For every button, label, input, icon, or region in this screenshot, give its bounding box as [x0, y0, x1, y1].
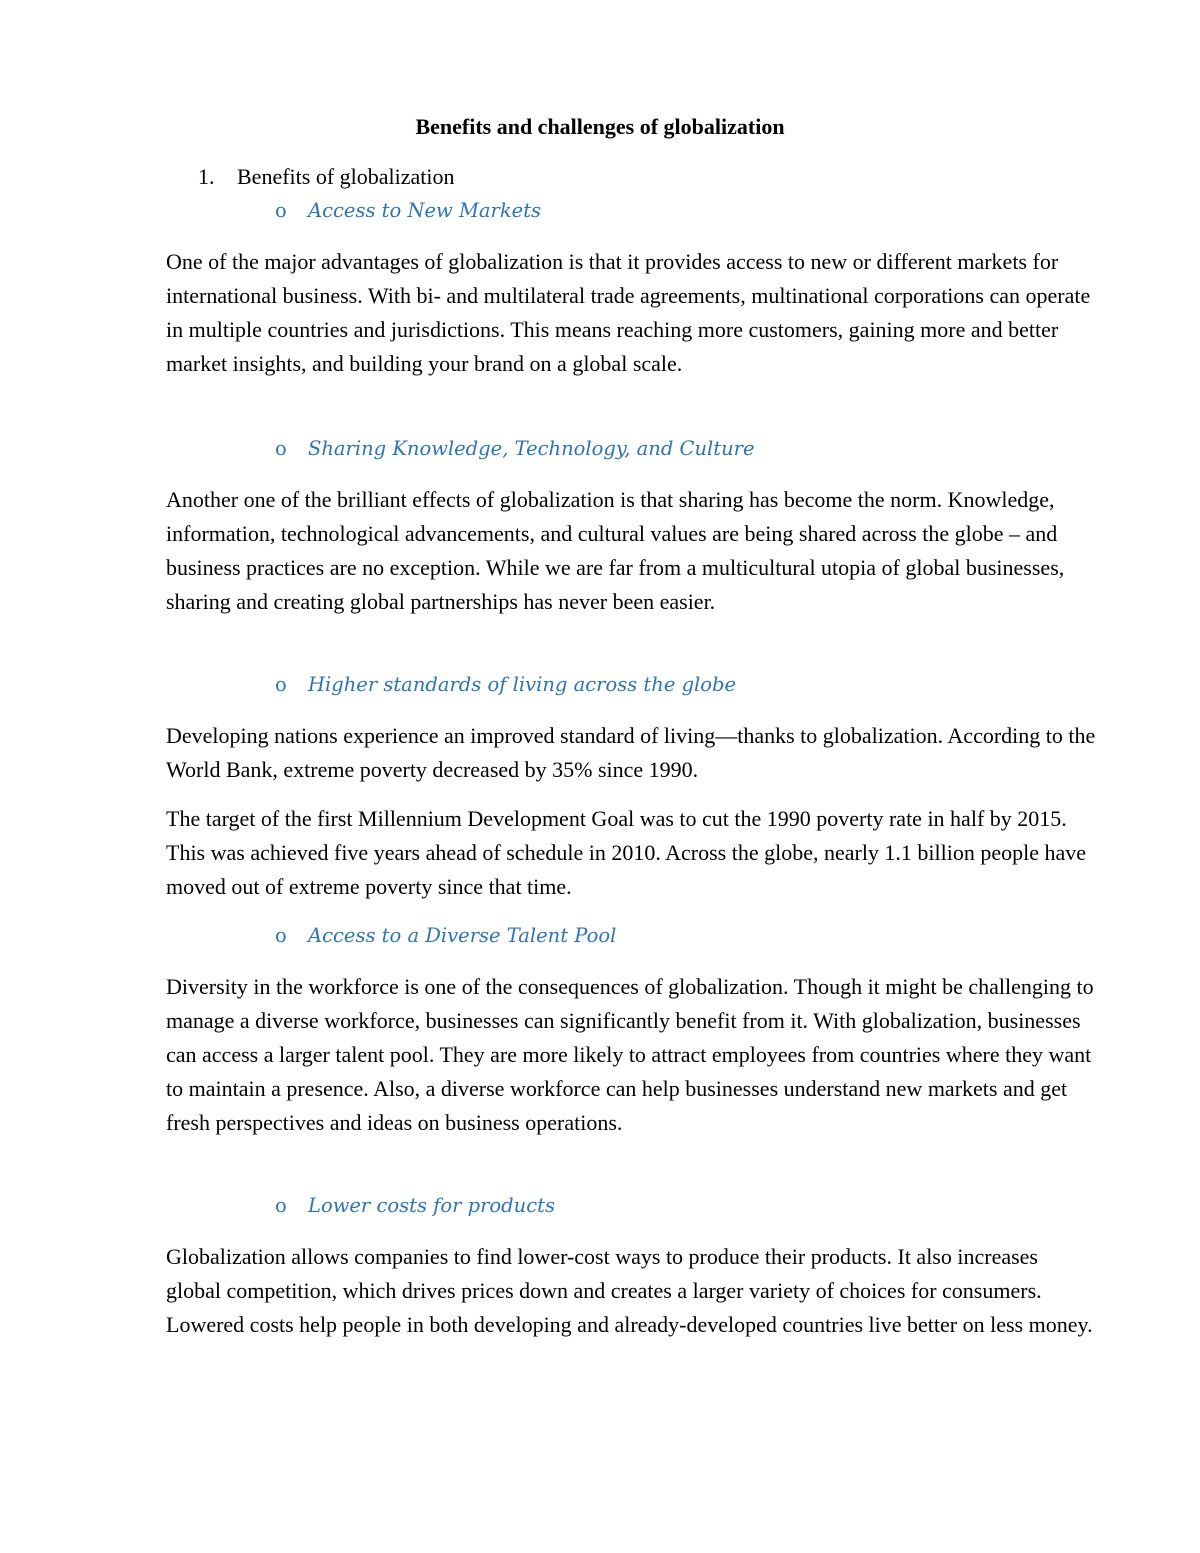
section-heading-higher-standards	[275, 670, 736, 700]
paragraph-access-new-markets: One of the major advantages of globalization is that it provides access to new or different markets for international business. With bi- and multilateral trade agreements, multinational corporations can operate in multiple countries and jurisdictions. This means reaching more customers, gaining more and better market insights, and building your brand on a global scale.	[166, 249, 1091, 376]
section-heading-diverse-talent	[275, 921, 616, 951]
paragraph-higher-standards-2: The target of the first Millennium Development Goal was to cut the 1990 poverty rate in half by 2015. This was achieved five years ahead of schedule in 2010. Across the globe, nearly 1.1 billion people have moved out of extreme poverty since that time.	[166, 806, 1087, 899]
section-heading-lower-costs	[275, 1191, 555, 1221]
bullet-icon: o	[275, 673, 287, 696]
paragraph-lower-costs: Globalization allows companies to find lower-cost ways to produce their products. It also increases global competition, which drives prices down and creates a larger variety of choices for consumers. Lowered costs help people in both developing and already-developed countries live better on less money.	[166, 1244, 1093, 1337]
section-heading-sharing-knowledge	[275, 434, 755, 464]
section-heading-text: Higher standards of living across the globe	[308, 673, 737, 696]
list-number: 1.	[198, 164, 215, 189]
bullet-icon: o	[275, 924, 287, 947]
section-heading-access-new-markets	[275, 196, 541, 226]
bullet-icon: o	[275, 1194, 287, 1217]
list-item-benefits: Benefits of globalization	[237, 164, 455, 189]
section-heading-text: Access to a Diverse Talent Pool	[308, 924, 617, 947]
paragraph-higher-standards-1: Developing nations experience an improved standard of living—thanks to globalization. According to the World Bank, extreme poverty decreased by 35% since 1990.	[166, 723, 1096, 782]
bullet-icon: o	[275, 437, 287, 460]
section-heading-text: Lower costs for products	[308, 1194, 555, 1217]
section-heading-text: Access to New Markets	[308, 199, 542, 222]
paragraph-diverse-talent: Diversity in the workforce is one of the consequences of globalization. Though it might be challenging to manage a diverse workforce, businesses can significantly benefit from it. With globalization, businesses can access a larger talent pool. They are more likely to attract employees from countries where they want to maintain a presence. Also, a diverse workforce can help businesses understand new markets and get fresh perspectives and ideas on business operations.	[166, 974, 1094, 1135]
paragraph-sharing-knowledge: Another one of the brilliant effects of globalization is that sharing has become the norm. Knowledge, information, technological advancements, and cultural values are being shared across the globe – and business practices are no exception. While we are far from a multicultural utopia of global businesses, sharing and creating global partnerships has never been easier.	[166, 487, 1065, 614]
document-title: Benefits and challenges of globalization	[415, 114, 785, 139]
section-heading-text: Sharing Knowledge, Technology, and Culture	[308, 437, 755, 460]
bullet-icon: o	[275, 199, 287, 222]
